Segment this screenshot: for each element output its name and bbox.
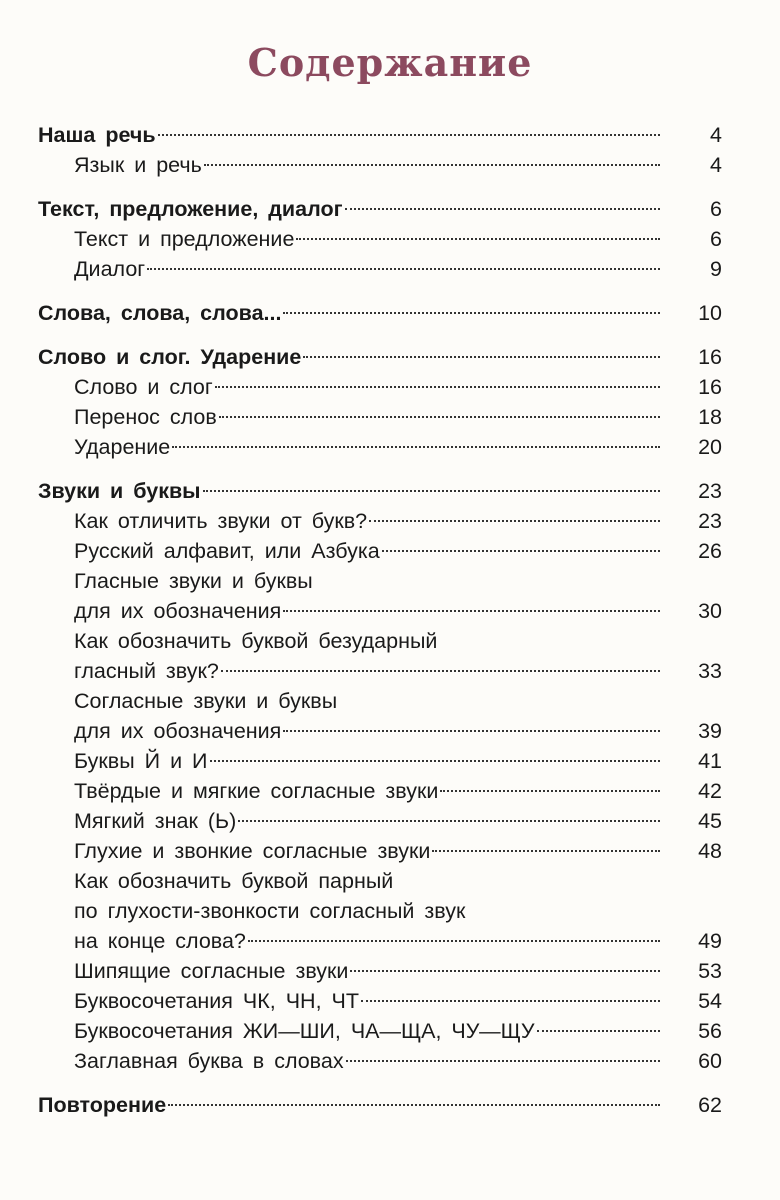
toc-entry-title: на конце слова?: [74, 929, 246, 953]
toc-section[interactable]: [38, 476, 722, 506]
dot-leader: [158, 134, 660, 136]
toc-entry[interactable]: [38, 432, 722, 462]
toc-page-number: 23: [698, 509, 722, 533]
toc-entry[interactable]: [38, 776, 722, 806]
toc-page-number: 16: [698, 375, 722, 399]
toc-entry-title: Язык и речь: [74, 153, 202, 177]
toc-entry-title: Буквосочетания ЖИ—ШИ, ЧА—ЩА, ЧУ—ЩУ: [74, 1019, 535, 1043]
toc-page-number: 39: [698, 719, 722, 743]
dot-leader: [215, 386, 660, 388]
toc-entry-title: Звуки и буквы: [38, 479, 201, 503]
dot-leader: [168, 1104, 660, 1106]
toc-entry-title: гласный звук?: [74, 659, 219, 683]
toc-entry[interactable]: [38, 866, 722, 956]
toc-section[interactable]: [38, 342, 722, 372]
toc-entry[interactable]: [38, 626, 722, 686]
toc-entry-title: Слово и слог: [74, 375, 213, 399]
toc-entry-title: Русский алфавит, или Азбука: [74, 539, 380, 563]
toc-page-number: 6: [710, 197, 722, 221]
dot-leader: [382, 550, 660, 552]
toc-page-number: 53: [698, 959, 722, 983]
toc-entry-text-line: Как обозначить буквой безударный: [74, 629, 438, 653]
toc-entry[interactable]: [38, 686, 722, 746]
dot-leader: [345, 208, 660, 210]
toc-entry-title: Твёрдые и мягкие согласные звуки: [74, 779, 439, 803]
toc-section[interactable]: [38, 194, 722, 224]
toc-entry[interactable]: [38, 254, 722, 284]
toc-page-number: 9: [710, 257, 722, 281]
dot-leader: [283, 610, 660, 612]
toc-page-number: 4: [710, 123, 722, 147]
toc-page-number: 16: [698, 345, 722, 369]
toc-page-number: 6: [710, 227, 722, 251]
toc-entry-title: Перенос слов: [74, 405, 217, 429]
toc-entry[interactable]: [38, 1016, 722, 1046]
toc-page-number: 18: [698, 405, 722, 429]
dot-leader: [210, 760, 660, 762]
toc-entry[interactable]: [38, 150, 722, 180]
toc-entry-title: Заглавная буква в словах: [74, 1049, 344, 1073]
toc-entry-text-line: по глухости-звонкости согласный звук: [74, 899, 466, 923]
toc-page-number: 23: [698, 479, 722, 503]
toc-page-number: 56: [698, 1019, 722, 1043]
toc-entry-title: Повторение: [38, 1093, 167, 1117]
toc-entry-text-line: Согласные звуки и буквы: [74, 689, 338, 713]
toc-entry[interactable]: [38, 1046, 722, 1076]
toc-entry-title: Как отличить звуки от букв?: [74, 509, 368, 533]
toc-entry-title: Буквосочетания ЧК, ЧН, ЧТ: [74, 989, 359, 1013]
dot-leader: [303, 356, 660, 358]
toc-entry-title: Слова, слова, слова...: [38, 301, 282, 325]
dot-leader: [204, 164, 660, 166]
toc-entry[interactable]: [38, 224, 722, 254]
toc-page-number: 45: [698, 809, 722, 833]
toc-page-number: 10: [698, 301, 722, 325]
dot-leader: [172, 446, 660, 448]
toc-entry[interactable]: [38, 836, 722, 866]
dot-leader: [440, 790, 660, 792]
toc-entry[interactable]: [38, 566, 722, 626]
toc-page-number: 20: [698, 435, 722, 459]
toc-entry-title: Текст, предложение, диалог: [38, 197, 343, 221]
toc-page-number: 41: [698, 749, 722, 773]
dot-leader: [147, 268, 660, 270]
dot-leader: [248, 940, 660, 942]
page-title: Содержание: [247, 40, 533, 85]
toc-entry-title: Глухие и звонкие согласные звуки: [74, 839, 431, 863]
toc-page-number: 42: [698, 779, 722, 803]
dot-leader: [361, 1000, 660, 1002]
toc-entry-title: Слово и слог. Ударение: [38, 345, 302, 369]
toc-entry-text-line: Гласные звуки и буквы: [74, 569, 313, 593]
toc-entry-title: для их обозначения: [74, 719, 282, 743]
toc-entry[interactable]: [38, 506, 722, 536]
dot-leader: [283, 730, 660, 732]
dot-leader: [283, 312, 660, 314]
toc-entry[interactable]: [38, 746, 722, 776]
toc-entry[interactable]: [38, 536, 722, 566]
toc-entry-title: Ударение: [74, 435, 171, 459]
dot-leader: [203, 490, 660, 492]
toc-page-number: 33: [698, 659, 722, 683]
toc-entry[interactable]: [38, 402, 722, 432]
toc-entry-title: Диалог: [74, 257, 146, 281]
dot-leader: [296, 238, 660, 240]
toc-page-number: 60: [698, 1049, 722, 1073]
dot-leader: [369, 520, 660, 522]
table-of-contents: [38, 120, 722, 1120]
toc-entry-title: для их обозначения: [74, 599, 282, 623]
toc-entry-text-line: Как обозначить буквой парный: [74, 869, 394, 893]
toc-entry[interactable]: [38, 806, 722, 836]
dot-leader: [350, 970, 660, 972]
toc-page-number: 62: [698, 1093, 722, 1117]
toc-entry-title: Текст и предложение: [74, 227, 295, 251]
toc-page-number: 4: [710, 153, 722, 177]
toc-page-number: 30: [698, 599, 722, 623]
toc-page-number: 26: [698, 539, 722, 563]
toc-section[interactable]: [38, 298, 722, 328]
toc-entry[interactable]: [38, 956, 722, 986]
dot-leader: [221, 670, 660, 672]
toc-section[interactable]: [38, 120, 722, 150]
toc-entry-title: Буквы Й и И: [74, 749, 208, 773]
toc-entry[interactable]: [38, 986, 722, 1016]
toc-entry-title: Шипящие согласные звуки: [74, 959, 349, 983]
dot-leader: [346, 1060, 660, 1062]
toc-entry-title: Наша речь: [38, 123, 156, 147]
toc-entry-title: Мягкий знак (Ь): [74, 809, 237, 833]
toc-page-number: 48: [698, 839, 722, 863]
toc-entry[interactable]: [38, 372, 722, 402]
toc-page-number: 49: [698, 929, 722, 953]
dot-leader: [219, 416, 660, 418]
dot-leader: [432, 850, 660, 852]
toc-section[interactable]: [38, 1090, 722, 1120]
toc-page-number: 54: [698, 989, 722, 1013]
dot-leader: [537, 1030, 661, 1032]
dot-leader: [238, 820, 660, 822]
